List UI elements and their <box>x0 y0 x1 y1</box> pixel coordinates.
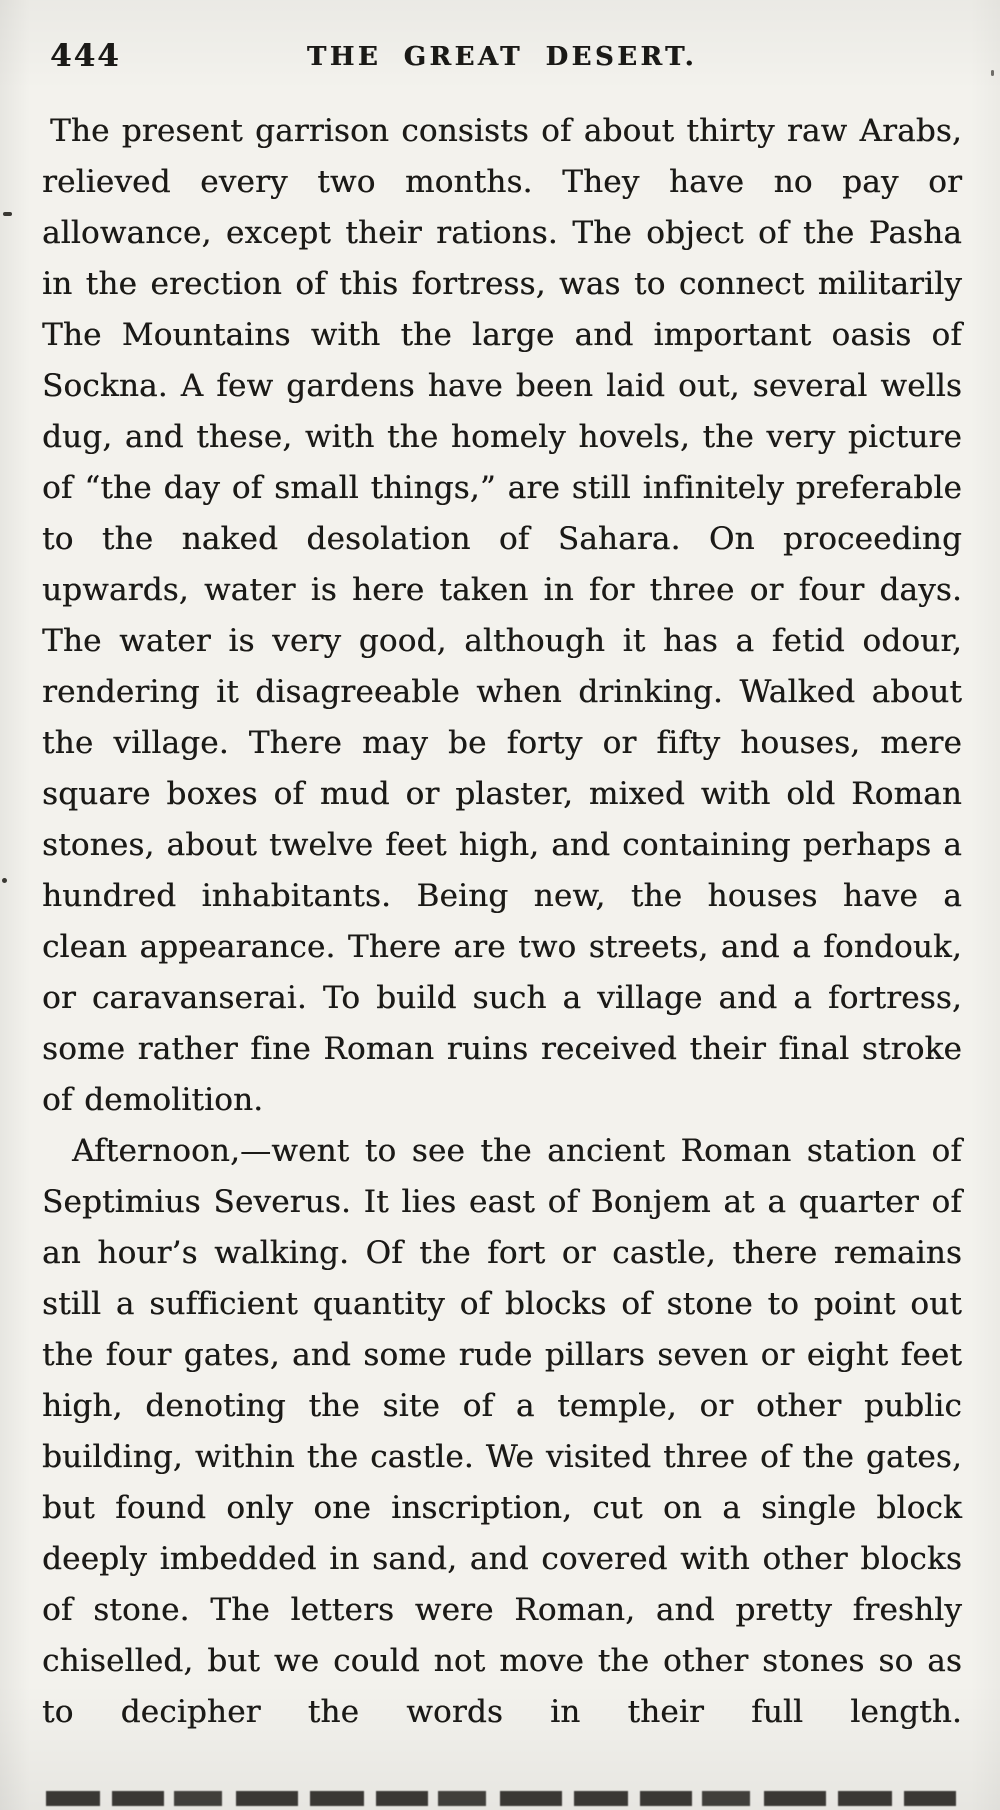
page-header <box>42 36 962 82</box>
scan-speckle <box>3 212 12 216</box>
cut-off-text-line <box>46 1791 956 1806</box>
running-header-title: THE GREAT DESERT. <box>306 42 698 72</box>
body-paragraph-2: Afternoon,—went to see the ancient Roman station of Septimius Severus. It lies east of Bonjem at a quarter of an hour’s walking. Of the fort or castle, there remains still a sufficient quantity of blocks of stone to point out the four gates, and some rude pillars seven or eight feet high, denoting the site of a temple, or other public building, within the castle. We visited three of the gates, but found only one inscription, cut on a single block deeply imbedded in sand, and covered with other blocks of stone. The letters were Roman, and pretty freshly chiselled, but we could not move the other stones so as to decipher the words in their full length. <box>42 1133 962 1730</box>
page-body-text <box>42 106 962 1738</box>
scan-speckle <box>991 70 994 76</box>
body-paragraph-1: The present garrison consists of about thirty raw Arabs, relieved every two months. They have no pay or allowance, except their rations. The object of the Pasha in the erection of this fortress, was to connect militarily The Mountains with the large and important oasis of Sockna. A few gardens have been laid out, several wells dug, and these, with the homely hovels, the very picture of “the day of small things,” are still infinitely preferable to the naked desolation of Sahara. On proceeding upwards, water is here taken in for three or four days. The water is very good, although it has a fetid odour, rendering it disagreeable when drinking. Walked about the village. There may be forty or fifty houses, mere square boxes of mud or plaster, mixed with old Roman stones, about twelve feet high, and containing perhaps a hundred inhabitants. Being new, the houses have a clean appearance. There are two streets, and a fondouk, or caravanserai. To build such a village and a fortress, some rather fine Roman ruins received their final stroke of demolition. <box>42 113 962 1118</box>
page-number: 444 <box>50 38 121 74</box>
scan-speckle <box>2 878 7 883</box>
